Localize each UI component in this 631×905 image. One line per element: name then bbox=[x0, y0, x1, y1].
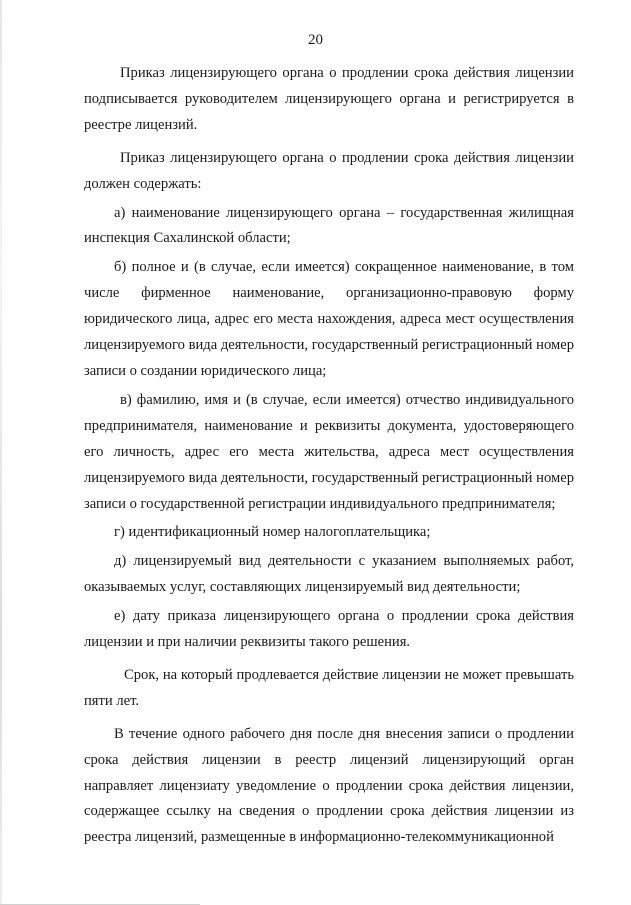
document-body bbox=[84, 61, 574, 851]
paragraph-notification: В течение одного рабочего дня после дня внесения записи о продлении срока действия лицензии в реестр лицензий лицензирующий орган направляет лицензиату уведомление о продлении срока действия лицензии, содержащее ссылку на сведения о продлении срока действия лицензии из реестра лицензий, размещенные в информационно-телекоммуникационной bbox=[84, 725, 574, 846]
paragraph-item-d: д) лицензируемый вид деятельности с указанием выполняемых работ, оказываемых услуг, составляющих лицензируемый вид деятельности; bbox=[84, 553, 574, 596]
paragraph-order-contents: Приказ лицензирующего органа о продлении срока действия лицензии должен содержать: bbox=[84, 149, 574, 192]
paragraph-term: Срок, на который продлевается действие лицензии не может превышать пяти лет. bbox=[84, 666, 574, 709]
paragraph-item-g: г) идентификационный номер налогоплательщика; bbox=[114, 524, 431, 541]
scan-left-edge bbox=[0, 0, 2, 905]
paragraph-item-e: е) дату приказа лицензирующего органа о продлении срока действия лицензии и при наличии реквизиты такого решения. bbox=[84, 608, 574, 651]
paragraph-item-a: а) наименование лицензирующего органа – государственная жилищная инспекция Сахалинской области; bbox=[84, 204, 574, 247]
paragraph-order-signing: Приказ лицензирующего органа о продлении срока действия лицензии подписывается руководителем лицензирующего органа и регистрируется в реестре лицензий. bbox=[84, 65, 574, 133]
page-number: 20 bbox=[308, 32, 323, 48]
paragraph-item-v: в) фамилию, имя и (в случае, если имеется) отчество индивидуального предпринимателя, наименование и реквизиты документа, удостоверяющего его личность, адрес его места жительства, адреса мест осуществления лицензируемого вида деятельности, государственный регистрационный номер записи о государственной регистрации индивидуального предпринимателя; bbox=[84, 391, 574, 512]
paragraph-item-b: б) полное и (в случае, если имеется) сокращенное наименование, в том числе фирменное наименование, организационно-правовую форму юридического лица, адрес его места нахождения, адреса мест осуществления лицензируемого вида деятельности, государственный регистрационный номер записи о создании юридического лица; bbox=[84, 259, 574, 379]
